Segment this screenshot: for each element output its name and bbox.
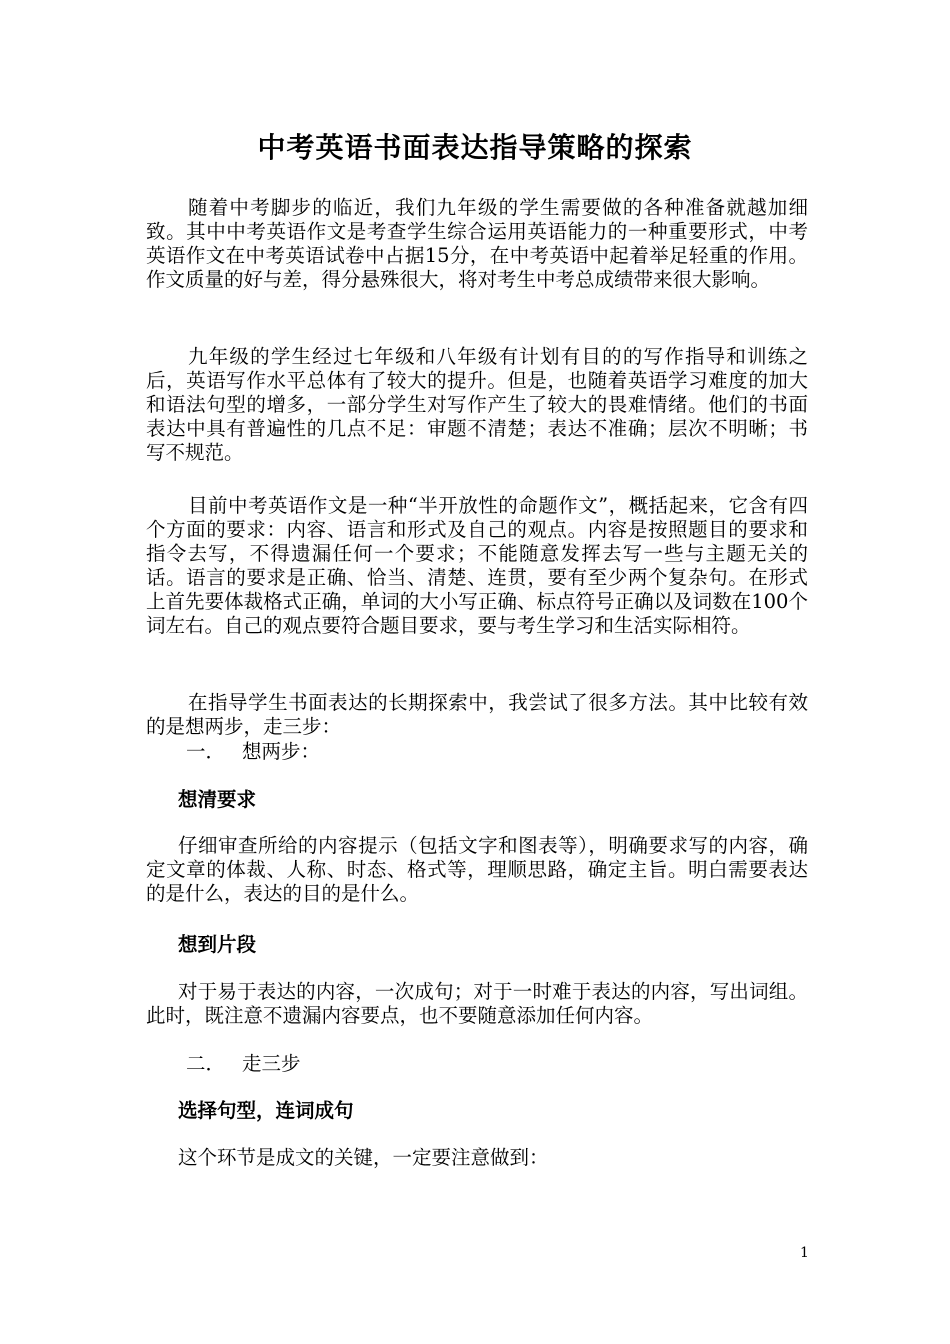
step-one-label: 想两步：: [242, 740, 321, 763]
page-number: 1: [800, 1245, 809, 1261]
subsection-3-text: 这个环节是成文的关键，一定要注意做到：: [178, 1146, 549, 1169]
subsection-2-text: 对于易于表达的内容，一次成句；对于一时难于表达的内容，写出词组。此时，既注意不遗漏内容要点，也不要随意添加任何内容。: [146, 980, 808, 1027]
paragraph-1: 随着中考脚步的临近，我们九年级的学生需要做的各种准备就越加细致。其中中考英语作文是考查学生综合运用英语能力的一种重要形式，中考英语作文在中考英语试卷中占据15分，在中考英语中起着举足轻重的作用。作文质量的好与差，得分悬殊很大，将对考生中考总成绩带来很大影响。: [146, 196, 808, 291]
step-one: [186, 740, 320, 764]
paragraph-3: 目前中考英语作文是一种“半开放性的命题作文”，概括起来，它含有四个方面的要求：内容、语言和形式及自己的观点。内容是按照题目的要求和指令去写，不得遗漏任何一个要求；不能随意发挥去写一些与主题无关的话。语言的要求是正确、恰当、清楚、连贯，要有至少两个复杂句。在形式上首先要体裁格式正确，单词的大小写正确、标点符号正确以及词数在100个词左右。自己的观点要符合题目要求，要与考生学习和生活实际相符。: [146, 494, 808, 637]
subheading-2: 想到片段: [178, 933, 257, 956]
subheading-1: 想清要求: [178, 788, 257, 811]
subheading-3: 选择句型，连词成句: [178, 1099, 354, 1122]
subsection-1-text: 仔细审查所给的内容提示（包括文字和图表等），明确要求写的内容，确定文章的体裁、人称、时态、格式等，理顺思路，确定主旨。明白需要表达的是什么，表达的目的是什么。: [146, 834, 808, 905]
step-two: [186, 1052, 301, 1076]
document-title: 中考英语书面表达指导策略的探索: [257, 131, 693, 164]
step-two-number: 二．: [186, 1052, 226, 1075]
paragraph-2: 九年级的学生经过七年级和八年级有计划有目的的写作指导和训练之后，英语写作水平总体有了较大的提升。但是，也随着英语学习难度的加大和语法句型的增多，一部分学生对写作产生了较大的畏难情绪。他们的书面表达中具有普遍性的几点不足：审题不清楚；表达不准确；层次不明晰；书写不规范。: [146, 345, 808, 464]
step-one-number: 一．: [186, 740, 226, 763]
paragraph-4: 在指导学生书面表达的长期探索中，我尝试了很多方法。其中比较有效的是想两步，走三步：: [146, 691, 808, 738]
step-two-label: 走三步: [242, 1052, 301, 1075]
